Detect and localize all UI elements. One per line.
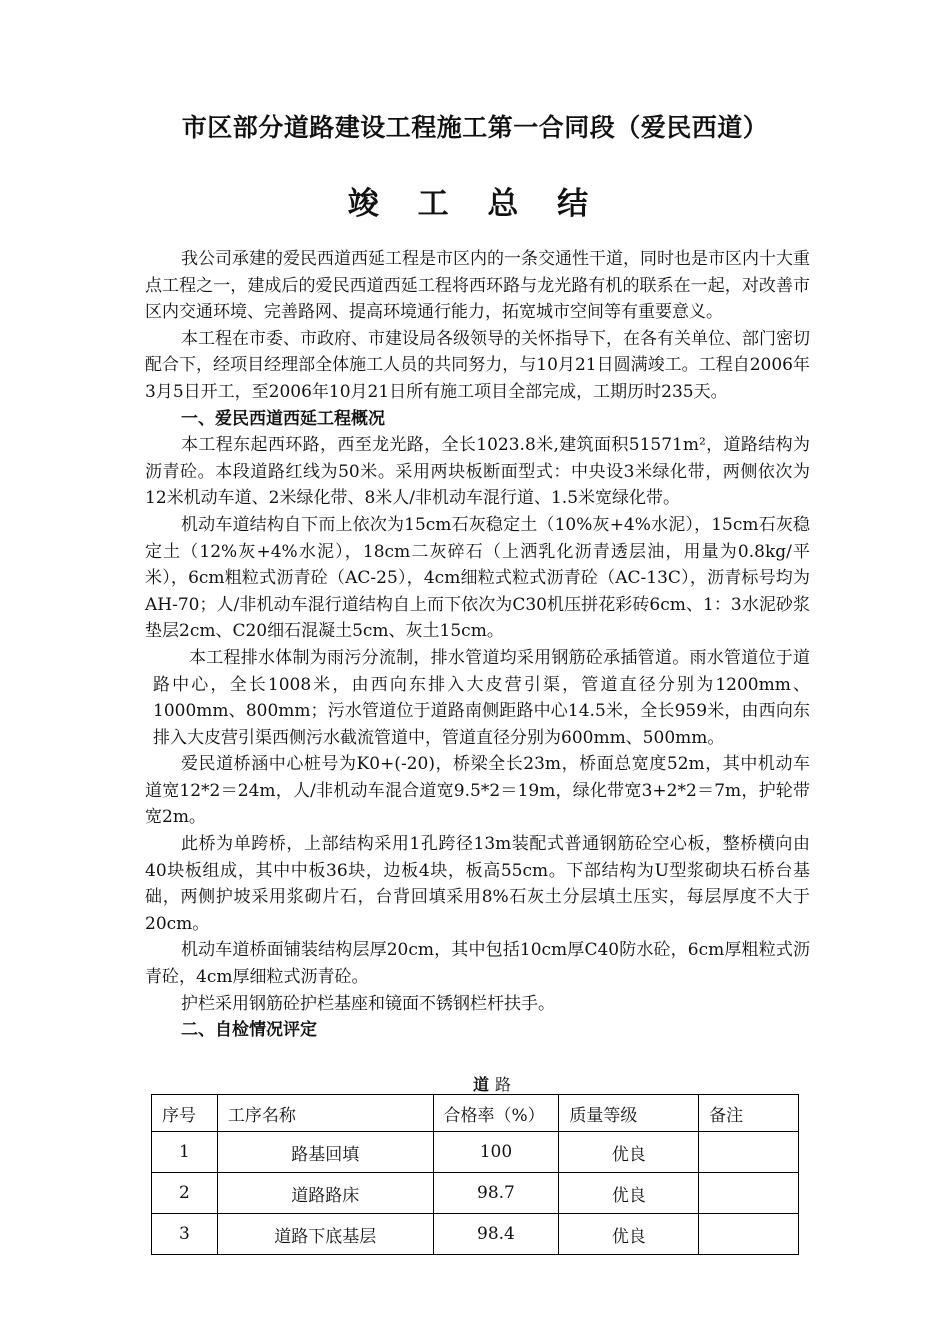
cell-name: 道路路床 <box>217 1173 433 1214</box>
table-row <box>152 1214 799 1255</box>
document-body <box>145 246 810 1044</box>
paragraph-bridge-overview: 爱民道桥涵中心桩号为K0+(-20)，桥梁全长23m，桥面总宽度52m，其中机动车道宽12*2＝24m，人/非机动车混合道宽9.5*2＝19m，绿化带宽3+2*2＝7m，护轮带宽2m。 <box>145 754 810 828</box>
cell-no: 2 <box>152 1173 218 1214</box>
cell-rate: 98.7 <box>433 1173 559 1214</box>
header-name: 工序名称 <box>217 1095 433 1132</box>
table-header-row <box>152 1095 799 1132</box>
paragraph-road-structure: 机动车道结构自下而上依次为15cm石灰稳定土（10%灰+4%水泥），15cm石灰稳定土（12%灰+4%水泥），18cm二灰碎石（上洒乳化沥青透层油，用量为0.8kg/平米），6cm粗粒式沥青砼（AC-25），4cm细粒式粒式沥青砼（AC-13C），沥青标号均为AH-70；人/非机动车混行道结构自上而下依次为C30机压拼花彩砖6cm、1：3水泥砂浆垫层2cm、C20细石混凝土5cm、灰土15cm。 <box>145 514 810 642</box>
cell-no: 3 <box>152 1214 218 1255</box>
table-row <box>152 1132 799 1173</box>
cell-rate: 98.4 <box>433 1214 559 1255</box>
paragraph-intro: 我公司承建的爱民西道西延工程是市区内的一条交通性干道，同时也是市区内十大重点工程之一，建成后的爱民西道西延工程将西环路与龙光路有机的联系在一起，对改善市区内交通环境、完善路网、提高环境通行能力，拓宽城市空间等有重要意义。 <box>145 249 810 323</box>
inspection-table <box>151 1094 799 1255</box>
paragraph-bridge-structure: 此桥为单跨桥，上部结构采用1孔跨径13m装配式普通钢筋砼空心板，整桥横向由40块板组成，其中中板36块，边板4块，板高55cm。下部结构为U型浆砌块石桥台基础，两侧护坡采用浆砌片石，台背回填采用8%石灰土分层填土压实，每层厚度不大于20cm。 <box>145 834 810 934</box>
paragraph-railing: 护栏采用钢筋砼护栏基座和镜面不锈钢栏杆扶手。 <box>181 993 555 1014</box>
cell-note <box>699 1132 799 1173</box>
cell-no: 1 <box>152 1132 218 1173</box>
cell-rate: 100 <box>433 1132 559 1173</box>
document-subtitle: 竣 工 总 结 <box>347 186 603 222</box>
table-caption <box>0 1072 950 1095</box>
header-grade: 质量等级 <box>559 1095 699 1132</box>
cell-grade: 优良 <box>559 1173 699 1214</box>
paragraph-bridge-deck: 机动车道桥面铺装结构层厚20cm，其中包括10cm厚C40防水砼，6cm厚粗粒式沥青砼，4cm厚细粒式沥青砼。 <box>145 940 810 988</box>
cell-note <box>699 1173 799 1214</box>
table-row <box>152 1173 799 1214</box>
paragraph-completion: 本工程在市委、市政府、市建设局各级领导的关怀指导下，在各有关单位、部门密切配合下，经项目经理部全体施工人员的共同努力，与10月21日圆满竣工。工程自2006年3月5日开工，至2006年10月21日所有施工项目全部完成，工期历时235天。 <box>145 328 810 402</box>
cell-name: 道路下底基层 <box>217 1214 433 1255</box>
paragraph-drainage: 本工程排水体制为雨污分流制，排水管道均采用钢筋砼承插管道。雨水管道位于道路中心，全长1008米，由西向东排入大皮营引渠，管道直径分别为1200mm、1000mm、800mm；污水管道位于道路南侧距路中心14.5米，全长959米，由西向东排入大皮营引渠西侧污水截流管道中，管道直径分别为600mm、500mm。 <box>153 647 810 748</box>
cell-name: 路基回填 <box>217 1132 433 1173</box>
section-heading-overview: 一、爱民西道西延工程概况 <box>181 408 385 429</box>
cell-note <box>699 1214 799 1255</box>
cell-grade: 优良 <box>559 1214 699 1255</box>
table-caption-rest: 路 <box>495 1075 518 1094</box>
section-heading-inspection: 二、自检情况评定 <box>181 1020 317 1041</box>
table-caption-bold: 道 <box>472 1075 495 1094</box>
header-rate: 合格率（%） <box>433 1095 559 1132</box>
paragraph-road-overview: 本工程东起西环路，西至龙光路，全长1023.8米,建筑面积51571m²，道路结构为沥青砼。本段道路红线为50米。采用两块板断面型式：中央设3米绿化带，两侧依次为12米机动车道、2米绿化带、8米人/非机动车混行道、1.5米宽绿化带。 <box>145 435 810 509</box>
cell-grade: 优良 <box>559 1132 699 1173</box>
document-title: 市区部分道路建设工程施工第一合同段（爱民西道） <box>181 113 769 142</box>
header-note: 备注 <box>699 1095 799 1132</box>
header-no: 序号 <box>152 1095 218 1132</box>
